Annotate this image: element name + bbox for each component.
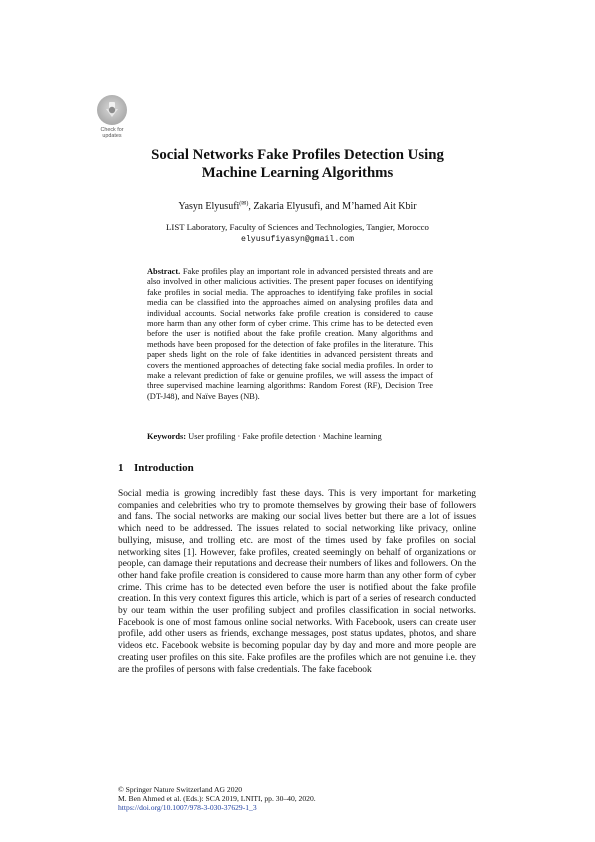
keywords-label: Keywords:: [147, 432, 187, 441]
other-authors: , Zakaria Elyusufi, and M’hamed Ait Kbir: [248, 201, 417, 212]
paper-title-line-2: Machine Learning Algorithms: [201, 165, 394, 181]
citation-line: M. Ben Ahmed et al. (Eds.): SCA 2019, LNITI, pp. 30–40, 2020.: [118, 794, 316, 804]
copyright-line: © Springer Nature Switzerland AG 2020: [118, 785, 243, 794]
abstract-text: Fake profiles play an important role in advanced persisted threats and are also involved in other malicious activities. The present paper focuses on identifying fake profiles in social media. The approaches to identifying fake profiles in social media can be classified into the approaches aimed on analysing profiles data and individual accounts. Social networks fake profile creation is considered to cause more harm than any other form of cyber crime. This crime has to be detected even before the user is notified about the fake profile creation. Many algorithms and methods have been proposed for the detection of fake profiles in the literature. This paper sheds light on the role of fake identities in advanced persistent threats and covers the mentioned approaches of detecting fake social media profiles. In order to make a relevant prediction of fake or genuine profiles, we will assess the impact of three supervised machine learning algorithms: Random Forest (RF), Decision Tree (DT-J48), and Naïve Bayes (NB).: [147, 267, 433, 401]
introduction-paragraph: Social media is growing incredibly fast these days. This is very important for marketing companies and celebrities who try to promote themselves by growing their base of followers and fans. The social networks are making our social lives better but there are a lot of issues which need to be addressed. The issues related to social networking like privacy, online bullying, misuse, and trolling etc. are most of the times used by fake profiles on social networking sites [1]. However, fake profiles, created seemingly on behalf of organizations or people, can damage their reputations and decrease their numbers of likes and followers. On the other hand fake profile creation is considered to cause more harm than any other form of cyber crime. This crime has to be detected even before the user is notified about the fake profile creation. In this very context figures this article, which is part of a series of research conducted by our team within the user profiling subject and profiles classification in social networks. Facebook is one of most famous online social networks. With Facebook, users can create user profile, add other users as friends, exchange messages, post status updates, photos, and share videos etc. Facebook website is becoming popular day by day and more and more people are creating user profiles on this site. Fake profiles are the profiles which are not genuine i.e. they are the profiles of persons with false credentials. The fake facebook: [118, 489, 476, 675]
author-list: [0, 200, 595, 212]
check-for-updates-badge[interactable]: [97, 95, 127, 141]
footer: [118, 785, 316, 813]
affiliation: LIST Laboratory, Faculty of Sciences and Technologies, Tangier, Morocco: [166, 222, 429, 232]
abstract-label: Abstract.: [147, 267, 181, 276]
keywords: [147, 432, 447, 441]
section-title: Introduction: [134, 462, 194, 474]
paper-title-line-1: Social Networks Fake Profiles Detection Using: [151, 147, 444, 163]
check-for-updates-label: Check for updates: [100, 127, 124, 139]
first-author: Yasyn Elyusufi: [178, 201, 240, 212]
doi-link[interactable]: https://doi.org/10.1007/978-3-030-37629-1_3: [118, 803, 257, 813]
abstract: [147, 267, 433, 402]
keywords-text: User profiling · Fake profile detection · Machine learning: [188, 432, 382, 441]
section-number: 1: [118, 462, 124, 474]
corresponding-author-mark: (✉): [239, 201, 249, 207]
check-for-updates-icon: [97, 95, 127, 125]
section-heading: [118, 462, 194, 474]
author-email[interactable]: elyusufiyasyn@gmail.com: [240, 235, 354, 244]
